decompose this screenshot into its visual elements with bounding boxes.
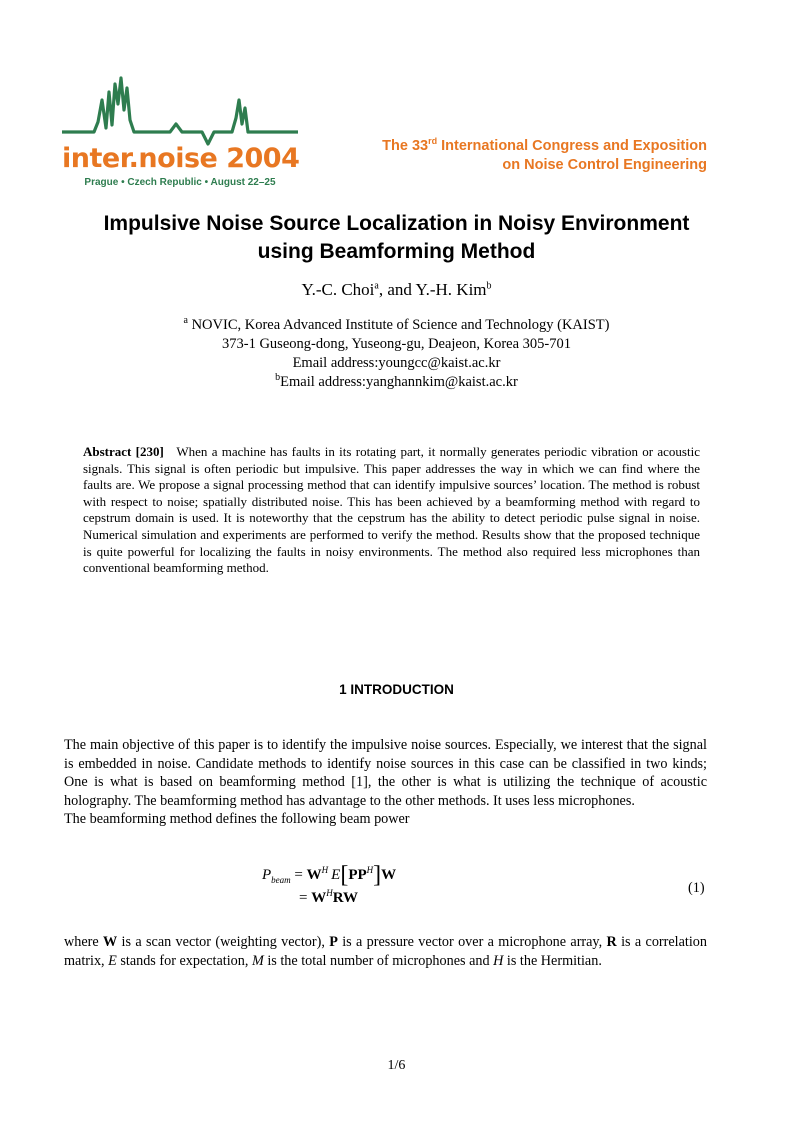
equation-number: (1) [688,880,705,896]
eq-pp: PP [348,867,367,883]
eq-w2: W [381,867,397,883]
equation-row-2 [262,888,396,914]
abstract [83,444,700,577]
eq-equals: = [290,867,307,883]
symbol-m: M [251,952,264,969]
conference-title [382,137,707,175]
eq-equals-2: = [299,890,312,906]
affiliations [0,316,793,392]
equation-1 [262,862,396,914]
where-text-4: is a correlation matrix, [64,934,707,969]
title-line-2: using Beamforming Method [257,240,536,263]
eq-w3: W [311,890,327,906]
author-1: Y.-C. Choi [301,280,375,299]
logo-wordmark: inter.noise 2004 [62,143,300,174]
affil-a-sup: a [183,315,188,327]
eq-pp-h: H [366,865,374,875]
symbol-w: W [103,934,118,950]
conf-line2: on Noise Control Engineering [502,157,707,173]
affil-line-2: 373-1 Guseong-dong, Yuseong-gu, Deajeon, Korea 305-701 [222,336,571,352]
eq-w3-h: H [326,888,333,898]
where-text-6: is the total number of microphones and [263,952,494,969]
eq-lbracket: [ [340,862,349,888]
symbol-r: R [606,934,617,950]
conf-line1-prefix: The 33 [382,138,429,154]
logo-tagline: Prague • Czech Republic • August 22–25 [84,177,276,188]
paragraph-1: The main objective of this paper is to identify the impulsive noise sources. Especially, we interest that the signal is embedded in noise. Candidate methods to identify noise sources in this case can be classified in two kinds; One is what is based on beamforming method [1], the other is what is utilizing the technique of acoustic holography. The beamforming method has advantage to the other methods. It uses less microphones. [64,737,707,809]
symbol-p: P [329,934,338,950]
abstract-label: Abstract [230] [83,444,164,459]
paragraph-2: The beamforming method defines the following beam power [64,811,410,828]
where-paragraph [64,933,707,970]
conf-line1-suffix: International Congress and Exposition [437,138,707,154]
equation-row-1 [262,862,396,888]
eq-e: E [331,867,341,883]
eq-lhs-sub: beam [271,875,291,885]
where-text-5: stands for expectation, [116,952,252,969]
section-body [64,736,707,829]
author-1-sup: a [374,280,379,292]
section-heading: 1 INTRODUCTION [339,682,454,697]
eq-w: W [306,867,322,883]
abstract-text: When a machine has faults in its rotating part, it normally generates periodic vibration or acoustic signals. This signal is often periodic but impulsive. This paper addresses the way in which we can find where the faults are. We propose a signal processing method that can identify impulsive sources’ location. The method is robust with respect to noise; spatially distributed noise. This has been achieved by a beamforming method with regard to cepstrum domain is used. It is noteworthy that the cepstrum has the ability to detect periodic pulse signal in noise. Numerical simulation and experiments are performed to verify the method. Results show that the proposed technique is quite powerful for localizing the faults in noisy environments. The method also required less microphones than conventional beamforming method. [83,444,700,576]
title-line-1: Impulsive Noise Source Localization in Noisy Environment [103,212,690,235]
conf-line1-sup: rd [428,136,438,147]
author-separator: , and [378,280,416,299]
eq-rw: RW [332,890,359,906]
page-number: 1/6 [387,1058,406,1073]
where-text-2: is a scan vector (weighting vector), [117,934,330,950]
eq-lhs: P [262,867,272,883]
authors [0,280,793,300]
symbol-h: H [493,952,504,969]
symbol-e: E [108,952,117,969]
where-text-3: is a pressure vector over a microphone array, [337,934,607,950]
author-2: Y.-H. Kim [415,280,487,299]
where-text-1: where [64,934,104,950]
paper-title [40,210,753,266]
eq-w-h: H [321,865,329,875]
conference-logo [62,70,298,195]
where-text-7: is the Hermitian. [503,952,602,969]
eq-rbracket: ] [373,862,382,888]
affil-line-1: NOVIC, Korea Advanced Institute of Science and Technology (KAIST) [187,317,610,333]
affil-line-3: Email address:youngcc@kaist.ac.kr [292,355,501,371]
affil-b-sup: b [275,372,281,384]
author-2-sup: b [486,280,492,292]
affil-line-4: Email address:yanghannkim@kaist.ac.kr [280,374,518,390]
